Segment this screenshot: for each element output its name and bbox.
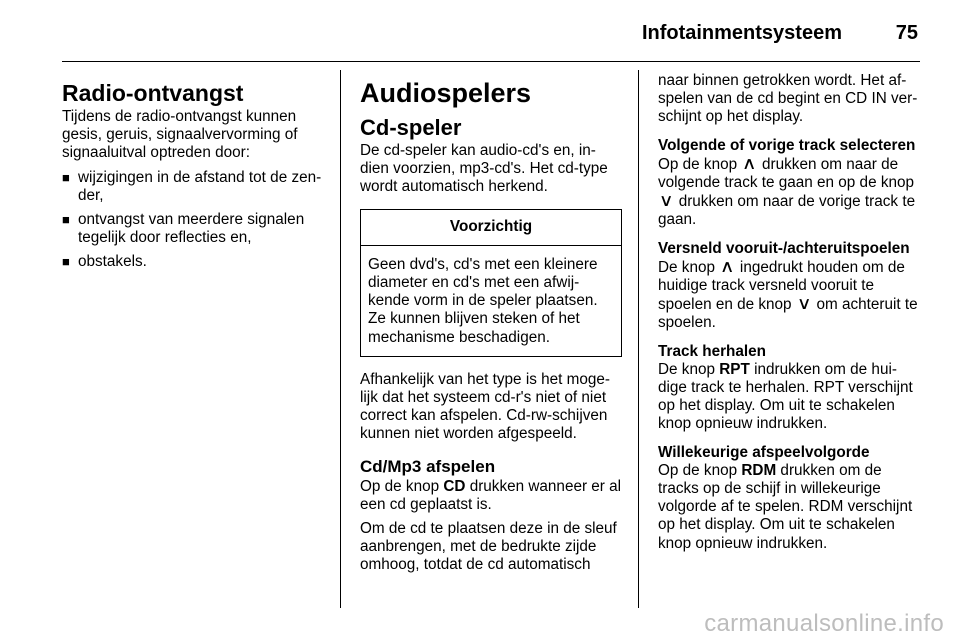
page-header: [62, 18, 920, 62]
list-item-text: ontvangst van meerdere signalen tegelijk door reflecties en,: [78, 211, 305, 247]
random-paragraph: [658, 462, 922, 553]
text-run: Op de knop: [360, 477, 444, 495]
list-item: [62, 253, 326, 271]
heading-cd-mp3-play: Cd/Mp3 afspelen: [360, 456, 496, 476]
text-run: om achteruit te spoelen.: [658, 296, 918, 332]
text-run: drukken om naar de vorige track te gaan.: [658, 193, 916, 229]
rdm-key-label: RDM: [741, 461, 777, 479]
repeat-paragraph: [658, 361, 922, 434]
list-item-text: wijzigingen in de afstand tot de zen-der,: [78, 168, 322, 204]
heading-repeat-track: Track herhalen: [658, 342, 766, 360]
cd-key-label: CD: [443, 477, 466, 495]
reception-causes-list: [62, 169, 326, 272]
text-run: Op de knop: [658, 461, 742, 479]
list-item: [62, 211, 326, 247]
header-title: Infotainmentsysteem: [641, 22, 842, 44]
radio-intro: Tijdens de radio-ontvangst kunnen gesis, geruis, signaalvervorming of signaaluitval optreden door:: [62, 108, 298, 162]
heading-cd-player: Cd-speler: [360, 115, 462, 140]
list-item-text: obstakels.: [78, 253, 147, 271]
text-run: Op de knop: [658, 155, 742, 173]
select-track-paragraph: [658, 155, 922, 230]
column-middle: [360, 72, 622, 581]
rpt-key-label: RPT: [719, 360, 750, 378]
bullet-icon: ■: [62, 169, 70, 185]
down-arrow-icon: ∨: [658, 191, 674, 211]
column-right: [658, 72, 922, 559]
text-run: De knop: [658, 360, 720, 378]
watermark: carmanualsonline.info: [704, 610, 944, 637]
heading-fast-forward: Versneld vooruit-/achteruitspoelen: [658, 239, 910, 257]
column-left: [62, 72, 326, 278]
cdr-note: Afhankelijk van het type is het moge-lijk dat het systeem cd-r's niet of niet correct kan afspelen. Cd-rw-schijven kunnen niet worden afgespeeld.: [360, 370, 610, 443]
column-divider-2: [638, 70, 639, 608]
list-item: [62, 169, 326, 205]
fast-forward-paragraph: [658, 258, 922, 333]
cd-player-intro: De cd-speler kan audio-cd's en, in-dien voorzien, mp3-cd's. Het cd-type wordt automatisch herkend.: [360, 142, 608, 196]
text-run: drukken om de tracks op de schijf in willekeurige volgorde af te spelen. RDM verschijnt op het display. Om uit te schakelen knop opnieuw indrukken.: [658, 461, 913, 552]
down-arrow-icon: ∨: [796, 294, 812, 314]
text-run: drukken om naar de volgende track te gaan en op de knop: [658, 155, 914, 192]
text-run: De knop: [658, 258, 720, 276]
bullet-icon: ■: [62, 212, 70, 228]
cd-button-paragraph: [360, 478, 622, 514]
heading-select-track: Volgende of vorige track selecteren: [658, 136, 916, 154]
heading-radio-reception: Radio-ontvangst: [62, 80, 244, 106]
insert-cd-paragraph: Om de cd te plaatsen deze in de sleuf aanbrengen, met de bedrukte zijde omhoog, totdat de cd automatisch: [360, 520, 617, 574]
text-run: drukken wanneer er al een cd geplaatst is.: [360, 477, 622, 513]
page-number: 75: [895, 22, 918, 44]
heading-audio-players: Audiospelers: [360, 78, 532, 108]
caution-title: Voorzichtig: [361, 210, 621, 246]
text-run: ingedrukt houden om de huidige track versneld vooruit te spoelen en de knop: [658, 258, 905, 314]
heading-random-order: Willekeurige afspeelvolgorde: [658, 443, 870, 461]
cd-in-paragraph: naar binnen getrokken wordt. Het af-spelen van de cd begint en CD IN ver-schijnt op het display.: [658, 72, 918, 126]
text-run: indrukken om de hui-dige track te herhalen. RPT verschijnt op het display. Om uit te schakelen knop opnieuw indrukken.: [658, 360, 913, 433]
column-divider-1: [340, 70, 341, 608]
bullet-icon: ■: [62, 254, 70, 270]
caution-body: Geen dvd's, cd's met een kleinere diameter en cd's met een afwij-kende vorm in de speler plaatsen. Ze kunnen blijven steken of het mechanisme beschadigen.: [368, 255, 598, 346]
up-arrow-icon: ∧: [742, 153, 758, 173]
up-arrow-icon: ∧: [719, 256, 735, 276]
caution-box: [360, 209, 622, 357]
